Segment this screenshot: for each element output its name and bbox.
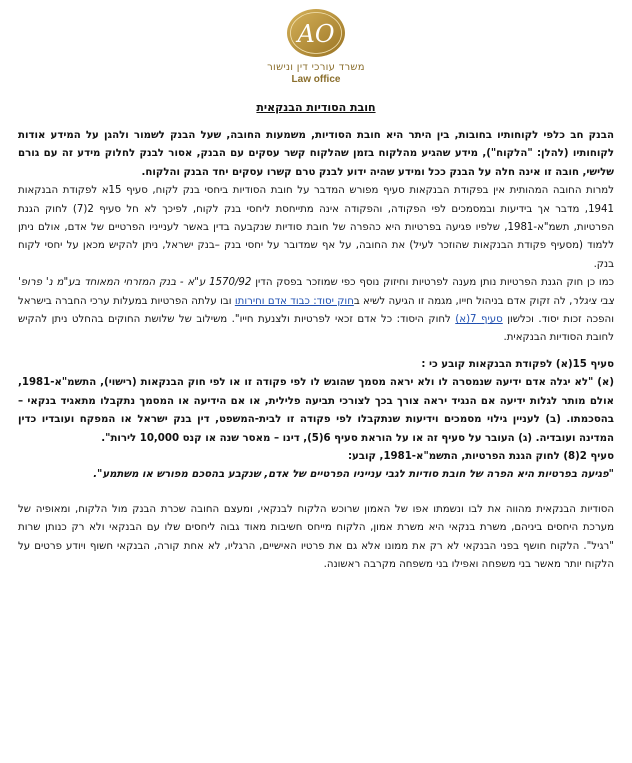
intro-paragraph: הבנק חב כלפי לקוחותיו בחובות, בין היתר היא חובת הסודיות, משמעות החובה, שעל הבנק לשמור ולהגן על המידע אודות לקוחותיו (להלן: "הלקוח"), מידע שהגיע מהלקוח בזמן שהלקוח קשר עסקים עם הבנק, אסור לבנק לחלוק מידע זה עם גורם שלישי, חובה זו אינה חלה על הבנק ככל ומידע שהיה ידוע לבנק טרם קשרו עסקים יחד הבנק והלקוח.	[18, 130, 614, 178]
paragraph-privacy-law	[18, 274, 614, 348]
letterhead	[0, 6, 632, 86]
firm-subtitle: Law office	[291, 74, 341, 85]
section-2-quote: "פגיעה בפרטיות היא הפרה של חובת סודיות לגבי ענייניו הפרטיים של אדם, שנקבע בהסכם מפורש או משתמע".	[93, 469, 614, 481]
paragraph-text: , לה זקוק אדם בניהול חייו, מגמה זו הגיעה לשיא ב	[353, 295, 573, 307]
paragraph-text: כמו כן חוק הגנת הפרטיות נותן מענה לפרטיות וחיזוק נוסף כפי שמוזכר בפסק הדין	[251, 277, 614, 289]
section-15-heading: סעיף 15(א) לפקודת הבנקאות קובע כי :	[421, 358, 614, 370]
paragraph-bank-ordinance: למרות החובה המהותית אין בפקודת הבנקאות סעיף מפורש המדבר על חובת הסודיות ביחסי בנק לקוח, סעיף 15א לפקודת הבנקאות 1941, מדבר אך בידיעות ובמסמכים לפי הפקודה, והפקודה אינה מתייחסת ליחסי בנק לקוח, לפיכך לא חל סעיף 2(7) לחוק הגנת הפרטיות, תשמ"א-1981, שלפיו פגיעה בפרטיות היא כהפרה של חובת סודיות שנקבעה בדין באשר לענייניו הפרטיים של אדם, אולם ניתן ללמוד (מסעיף פקודת הבנקאות שהוזכר לעיל) את החובה, על אף שמדובר על יחסי בנק –בנק ישראל, ניתן להקיש מכאן על יחסי לקוח בנק.	[18, 185, 615, 270]
section-7a-link[interactable]: סעיף 7(א)	[455, 314, 503, 326]
document-body	[18, 127, 614, 574]
firm-name: משרד עורכי דין ונישור	[267, 62, 365, 73]
basic-law-link[interactable]: חוק יסוד: כבוד אדם וחירותו	[234, 295, 354, 307]
closing-paragraph: הסודיות הבנקאית מהווה את לבו ונשמתו אפו של האמון שרוכש הלקוח לבנקאי, ומעצם החובה שכרת הבנק מול הלקוח, ומאופיה של מערכת היחסים ביניהם, משרת בנקאי היא משרת אמון, הלקוח מייחס חשיבות מאוד גבוה ליחסים שלו עם הבנקאי ולא רק כנותן שרות "רגיל". הלקוח חושף בפני הבנקאי לא רק את ממונו אלא גם את פרטיו האישיים, הרגליו, לא אחת קורה, הבנקאי חשוף ויודע פרטים על הלקוח יותר מאשר בני משפחה ואפילו בני משפחה מקרבה ראשונה.	[18, 503, 614, 570]
section-2-heading: סעיף 2(8) לחוק הגנת הפרטיות, התשמ"א-1981, קובע:	[347, 450, 614, 462]
paragraph-text: ובו עלתה הפרטיות במעלות ערכי החברה בישראל והפכה זכות יסוד. וכלשון	[18, 295, 614, 326]
section-15-quote: (א) "לא יגלה אדם ידיעה שנמסרה לו ולא יראה מסמך שהוגש לו לפי פקודה זו או לפי חוק הבנקאות (רישוי), התשמ"א-1981, אולם מותר לגלות ידיעה אם הנגיד יראה צורך בכך לצורכי תביעה פלילית, או אם הידיעה או המסמך נתקבלו מתאגיד בנקאי – בהסכמתו. (ב) לעניין גילוי מסמכים וידיעות שנתקבלו לפי פקודה זו לבית-המשפט, דין בנק ישראל או המפקח ועובדיו כדין המדינה ועובדיה. (ג) העובר על סעיף זה או על הוראת סעיף 6(5), דינו – מאסר שנה או קנס 10,000 לירות".	[18, 377, 614, 444]
logo-monogram: AO	[297, 20, 335, 48]
page-title: חובת הסודיות הבנקאית	[256, 101, 376, 114]
case-reference: 1570/92 ע"א - בנק המזרחי המאוחד בע"מ נ' פרופ' צבי ציגלר	[18, 277, 614, 307]
firm-logo-icon	[285, 6, 347, 60]
paragraph-text: לחוק היסוד: כל אדם זכאי לפרטיות ולצנעת חייו". משילוב של שלושת החוקים בהחלט ניתן להקיש לחובת הסודיות הבנקאית.	[18, 314, 614, 344]
